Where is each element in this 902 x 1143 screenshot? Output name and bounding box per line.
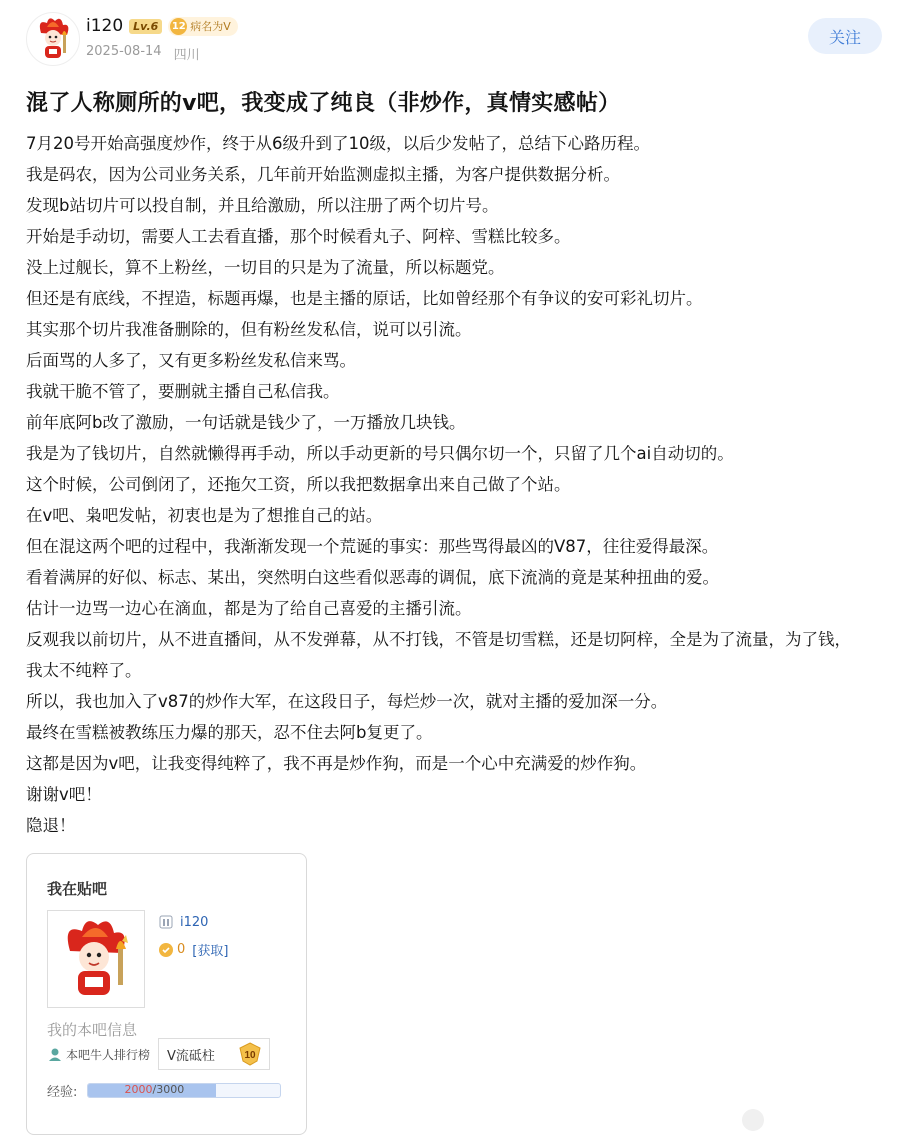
exp-text bbox=[88, 1083, 220, 1096]
card-user-row bbox=[158, 914, 208, 930]
card-section-label: 我的本吧信息 bbox=[47, 1021, 138, 1039]
corner-indicator bbox=[742, 1109, 764, 1131]
card-title: 我在贴吧 bbox=[47, 880, 108, 898]
exp-total: /3000 bbox=[152, 1083, 185, 1096]
card-rank-row bbox=[47, 1038, 270, 1070]
card-exp-row bbox=[47, 1081, 281, 1100]
post-paragraph: 最终在雪糕被教练压力爆的那天，忍不住去阿b复更了。 bbox=[26, 723, 433, 742]
post-paragraph: 7月20号开始高强度炒作，终于从6级升到了10级，以后少发帖了，总结下心路历程。 bbox=[26, 134, 650, 153]
card-coin-row bbox=[158, 940, 228, 959]
post-paragraph: 发现b站切片可以投自制，并且给激励，所以注册了两个切片号。 bbox=[26, 196, 499, 215]
post-paragraph: 估计一边骂一边心在滴血，都是为了给自己喜爱的主播引流。 bbox=[26, 599, 472, 618]
rank-link[interactable] bbox=[47, 1046, 150, 1063]
rank-title: V流砥柱 bbox=[167, 1048, 215, 1064]
post-paragraph: 看着满屏的好似、标志、某出，突然明白这些看似恶毒的调侃，底下流淌的竟是某种扭曲的爱。 bbox=[26, 568, 719, 587]
mascot-avatar-icon bbox=[48, 911, 144, 1007]
post-paragraph: 但在混这两个吧的过程中，我渐渐发现一个荒诞的事实：那些骂得最凶的V87，往往爱得最深。 bbox=[26, 537, 719, 556]
post-paragraph: 我是码农，因为公司业务关系，几年前开始监测虚拟主播，为客户提供数据分析。 bbox=[26, 165, 620, 184]
exp-label: 经验: bbox=[47, 1085, 78, 1100]
post-paragraph: 这个时候，公司倒闭了，还拖欠工资，所以我把数据拿出来自己做了个站。 bbox=[26, 475, 571, 494]
author-avatar[interactable] bbox=[26, 12, 80, 66]
exp-progress-bar bbox=[87, 1083, 281, 1098]
post-paragraph: 隐退！ bbox=[26, 816, 76, 835]
honor-badge bbox=[168, 17, 238, 36]
user-level-icon bbox=[158, 914, 174, 930]
rank-title-box bbox=[158, 1038, 270, 1070]
post-paragraph: 后面骂的人多了，又有更多粉丝发私信来骂。 bbox=[26, 351, 356, 370]
post-paragraph: 没上过舰长，算不上粉丝，一切目的只是为了流量，所以标题党。 bbox=[26, 258, 505, 277]
post-paragraph: 在v吧、枭吧发帖，初衷也是为了想推自己的站。 bbox=[26, 506, 383, 525]
post-paragraph: 这都是因为v吧，让我变得纯粹了，我不再是炒作狗，而是一个心中充满爱的炒作狗。 bbox=[26, 754, 647, 773]
author-name[interactable]: i120 bbox=[86, 16, 124, 36]
post-paragraph: 我是为了钱切片，自然就懒得再手动，所以手动更新的号只偶尔切一个，只留了几个ai自动切的。 bbox=[26, 444, 734, 463]
rank-icon bbox=[47, 1046, 63, 1062]
honor-text: 病名为V bbox=[190, 20, 231, 33]
coin-icon bbox=[158, 942, 174, 958]
coin-get-link[interactable]: [获取] bbox=[192, 944, 229, 959]
card-username[interactable]: i120 bbox=[180, 914, 209, 930]
post-paragraph: 开始是手动切，需要人工去看直播，那个时候看丸子、阿梓、雪糕比较多。 bbox=[26, 227, 571, 246]
coin-count: 0 bbox=[177, 942, 186, 957]
mascot-avatar-icon bbox=[27, 13, 79, 65]
card-avatar[interactable] bbox=[47, 910, 145, 1008]
exp-current: 2000 bbox=[124, 1083, 153, 1096]
post-paragraph: 反观我以前切片，从不进直播间，从不发弹幕，从不打钱，不管是切雪糕，还是切阿梓，全是为了流量，为了钱，我太不纯粹了。 bbox=[26, 630, 851, 680]
post-paragraph: 我就干脆不管了，要删就主播自己私信我。 bbox=[26, 382, 340, 401]
post-header bbox=[26, 12, 882, 68]
post-paragraph: 谢谢v吧！ bbox=[26, 785, 102, 804]
rank-link-label: 本吧牛人排行榜 bbox=[66, 1047, 151, 1062]
my-tieba-card bbox=[26, 853, 307, 1135]
post-paragraph: 所以，我也加入了v87的炒作大军，在这段日子，每烂炒一次，就对主播的爱加深一分。 bbox=[26, 692, 668, 711]
rank-level-number: 10 bbox=[244, 1050, 256, 1061]
follow-button[interactable]: 关注 bbox=[808, 18, 882, 54]
honor-number: 12 bbox=[170, 18, 187, 35]
post-paragraph: 前年底阿b改了激励，一句话就是钱少了，一万播放几块钱。 bbox=[26, 413, 466, 432]
post-paragraph: 其实那个切片我准备删除的，但有粉丝发私信，说可以引流。 bbox=[26, 320, 472, 339]
post-date: 2025-08-14 bbox=[86, 44, 162, 59]
post-body bbox=[26, 128, 866, 841]
post-location: 四川 bbox=[173, 48, 200, 63]
rank-level-badge-icon bbox=[237, 1041, 263, 1067]
level-badge: Lv.6 bbox=[129, 19, 162, 34]
post-title: 混了人称厕所的v吧，我变成了纯良（非炒作，真情实感帖） bbox=[26, 91, 621, 116]
post-paragraph: 但还是有底线，不捏造，标题再爆，也是主播的原话，比如曾经那个有争议的安可彩礼切片。 bbox=[26, 289, 703, 308]
